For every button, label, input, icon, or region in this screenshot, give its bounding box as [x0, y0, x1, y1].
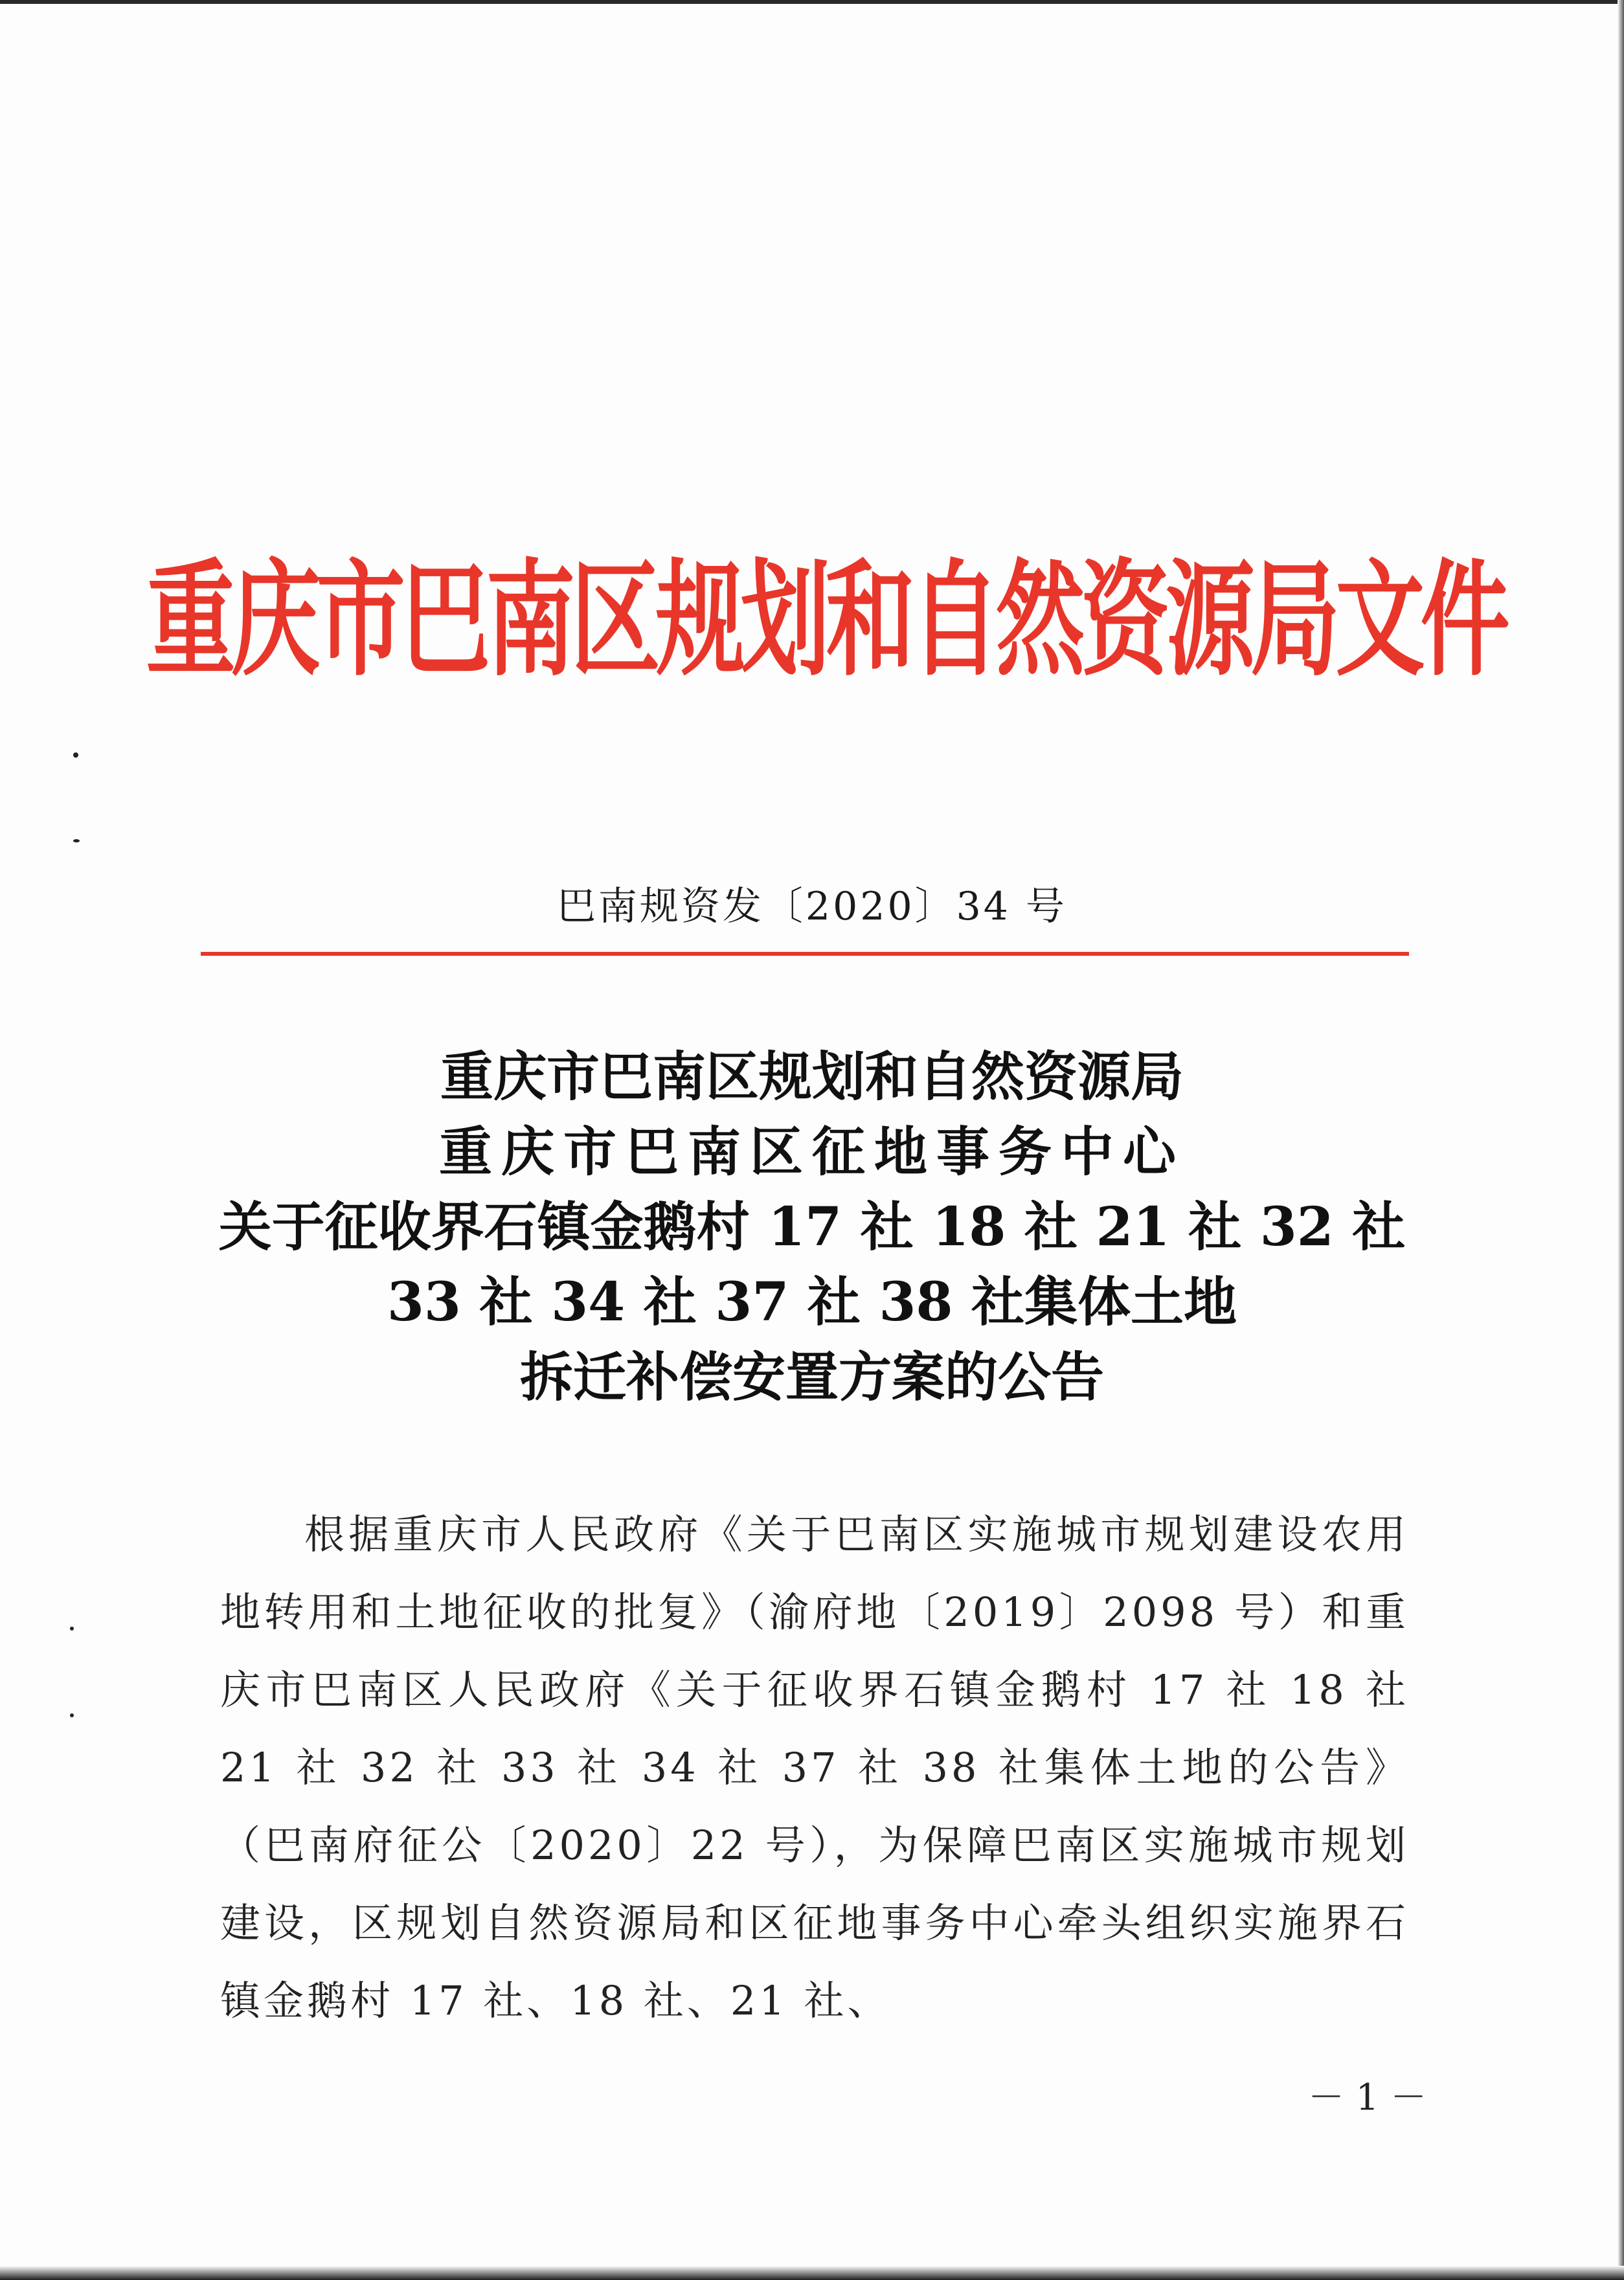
scan-edge-top — [0, 0, 1624, 4]
body-text — [220, 1496, 1409, 2040]
page-number: － 1 － — [1308, 2077, 1427, 2119]
title-line-4: 33 社 34 社 37 社 38 社集体土地 — [387, 1271, 1237, 1333]
masthead-title: 重庆市巴南区规划和自然资源局文件 — [146, 545, 1506, 694]
title-line-3: 关于征收界石镇金鹅村 17 社 18 社 21 社 32 社 — [218, 1196, 1406, 1258]
red-separator-line — [201, 952, 1409, 956]
title-line-1: 重庆市巴南区规划和自然资源局 — [440, 1046, 1184, 1108]
scan-edge-bottom — [0, 2266, 1624, 2280]
scan-mark — [70, 1713, 74, 1717]
scan-mark — [73, 752, 78, 758]
scan-mark — [70, 1627, 74, 1631]
document-number: 巴南规资发〔2020〕34 号 — [556, 884, 1068, 929]
body-paragraph-1: 根据重庆市人民政府《关于巴南区实施城市规划建设农用地转用和土地征收的批复》（渝府地〔2019〕2098 号）和重庆市巴南区人民政府《关于征收界石镇金鹅村 17 社 18 社 21 社 32 社 33 社 34 社 37 社 38 社集体土地的公告》（巴南府征公〔2020〕22 号），为保障巴南区实施城市规划建设，区规划自然资源局和区征地事务中心牵头组织实施界石镇金鹅村 17 社、18 社、21 社、 — [220, 1511, 1409, 2024]
document-title — [0, 1039, 1624, 1415]
title-line-2: 重庆市巴南区征地事务中心 — [438, 1121, 1185, 1183]
title-line-5: 拆迁补偿安置方案的公告 — [519, 1346, 1104, 1408]
scan-mark — [73, 839, 80, 842]
